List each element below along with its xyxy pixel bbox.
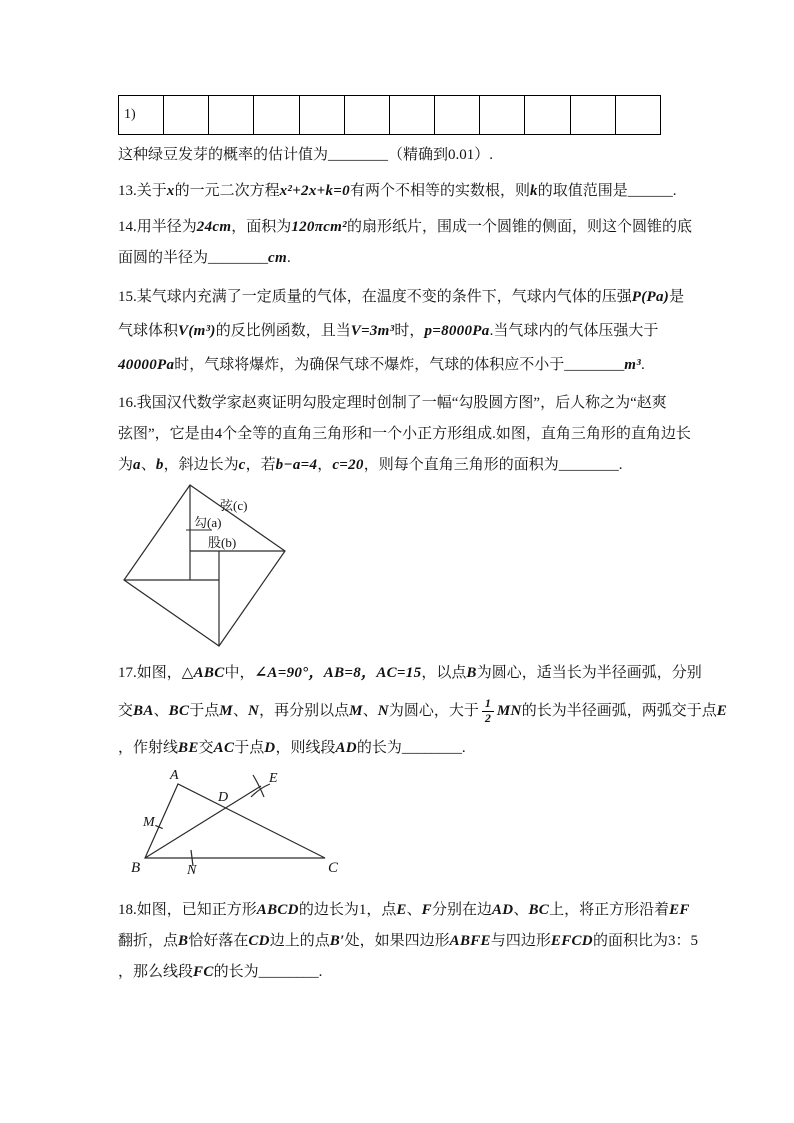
label-A: A (170, 768, 179, 783)
text-line (118, 212, 692, 243)
table-cell (615, 96, 660, 135)
table-cell (480, 96, 525, 135)
text-segment: 这种绿豆发芽的概率的估计值为________（精确到0.01）. (118, 147, 494, 163)
math-segment: 40000Pa (118, 357, 175, 373)
text-segment: 的面积比为3：5 (592, 933, 698, 949)
text-segment: ，则每个直角三角形的面积为________. (363, 457, 623, 473)
math-segment: AD (335, 740, 357, 756)
text-segment: 弦图”，它是由4个全等的直角三角形和一个小正方形组成.如图，直角三角形的直角边长 (118, 426, 691, 442)
label-D: D (218, 790, 229, 805)
label-C: C (328, 860, 339, 876)
math-segment: F (421, 902, 432, 918)
text-segment: ，斜边长为 (163, 457, 239, 473)
question-18 (118, 895, 698, 988)
table-cell-label: 1) (119, 96, 164, 135)
math-segment: k (529, 183, 538, 199)
text-segment: 交 (198, 740, 214, 756)
text-segment: 的边长为1，点 (298, 902, 397, 918)
math-segment: M (349, 703, 363, 719)
text-line (118, 733, 680, 764)
text-segment: 、 (406, 902, 422, 918)
text-segment: 与四边形 (490, 933, 551, 949)
math-segment: N (377, 703, 389, 719)
text-segment: 18.如图，已知正方形 (118, 902, 257, 918)
text-line (118, 658, 702, 689)
question-14 (118, 212, 692, 274)
text-segment: 的反比例函数，且当 (215, 323, 351, 339)
text-segment: 为 (118, 457, 134, 473)
math-segment: B′ (329, 933, 345, 949)
text-segment: 中， (224, 665, 255, 681)
math-segment: FC (193, 964, 214, 980)
text-segment: . (641, 357, 645, 373)
math-segment: b (155, 457, 164, 473)
math-segment: c (238, 457, 246, 473)
text-line (118, 314, 680, 348)
fraction (482, 697, 494, 726)
math-segment: D (264, 740, 276, 756)
text-segment: 的长为________. (213, 964, 323, 980)
document-content (118, 95, 728, 988)
text-segment: 16.我国汉代数学家赵爽证明勾股定理时创制了一幅“勾股圆方图”，后人称之为“赵爽 (118, 395, 667, 411)
text-segment: 、 (140, 457, 156, 473)
math-segment: x²+2x+k=0 (279, 183, 350, 199)
text-segment: ，以点 (421, 665, 467, 681)
text-segment: 有两个不相等的实数根，则 (349, 183, 530, 199)
label-xian-c: 弦(c) (220, 498, 248, 513)
math-segment: AC (213, 740, 235, 756)
text-segment: 的长为半径画弧，两弧交于点 (521, 703, 717, 719)
text-segment: 为圆心，大于 (388, 703, 479, 719)
table-cell (299, 96, 344, 135)
math-segment: AD (492, 902, 514, 918)
text-segment: 、 (513, 902, 529, 918)
table-cell (525, 96, 570, 135)
label-N: N (187, 863, 197, 876)
math-segment: E (396, 902, 407, 918)
text-segment: 的长为________. (356, 740, 466, 756)
math-segment: p=8000Pa (424, 323, 490, 339)
text-segment: ，面积为 (231, 219, 292, 235)
text-line (118, 419, 691, 450)
table-cell (209, 96, 254, 135)
math-segment: V(m³) (178, 323, 216, 339)
text-segment: 、 (153, 703, 169, 719)
math-segment: c=20 (332, 457, 364, 473)
text-segment: ，则线段 (275, 740, 336, 756)
figure-q17 (130, 766, 680, 881)
question-15 (118, 280, 685, 382)
text-segment: 气球体积 (118, 323, 179, 339)
math-segment: △ABC (181, 665, 225, 681)
text-segment: 为圆心，适当长为半径画弧，分别 (476, 665, 702, 681)
math-segment: CD (248, 933, 270, 949)
question-17 (118, 658, 728, 764)
text-segment: 17.如图， (118, 665, 182, 681)
text-segment: 、 (232, 703, 248, 719)
math-segment: BA (133, 703, 154, 719)
math-segment: BE (178, 740, 199, 756)
text-segment: 边上的点 (269, 933, 330, 949)
question-16 (118, 388, 691, 481)
text-line (118, 895, 690, 926)
text-segment: 时， (394, 323, 425, 339)
text-segment: ，作射线 (118, 740, 179, 756)
label-B: B (131, 860, 141, 876)
fraction-denominator: 2 (484, 711, 491, 726)
text-segment: 的取值范围是______. (537, 183, 677, 199)
text-line (118, 450, 680, 481)
text-line (118, 388, 680, 419)
math-segment: P(Pa) (631, 289, 670, 305)
math-segment: ABCD (256, 902, 299, 918)
text-line (118, 689, 728, 733)
text-segment: 15.某气球内充满了一定质量的气体，在温度不变的条件下，气球内气体的压强 (118, 289, 632, 305)
text-segment: 的一元二次方程 (174, 183, 280, 199)
text-segment: . (286, 250, 291, 266)
text-line (118, 140, 680, 171)
text-segment: 交 (118, 703, 134, 719)
text-line (118, 348, 680, 382)
math-segment: EFCD (550, 933, 593, 949)
math-segment: a (133, 457, 141, 473)
text-line (118, 243, 680, 274)
text-segment: 处，如果四边形 (344, 933, 450, 949)
outer-square (124, 485, 285, 646)
question-13 (118, 176, 680, 207)
text-segment: 恰好落在 (188, 933, 249, 949)
math-segment: x (166, 183, 175, 199)
text-line (118, 926, 698, 957)
math-segment: b−a=4 (275, 457, 318, 473)
figure-q16 (120, 483, 680, 654)
fraction-numerator: 1 (482, 697, 494, 712)
text-segment: ， (317, 457, 333, 473)
germination-table (118, 95, 661, 135)
text-segment: 、 (362, 703, 378, 719)
math-segment: BC (168, 703, 190, 719)
text-segment: 分别在边 (431, 902, 492, 918)
math-segment: m³ (624, 357, 642, 373)
math-segment: ABFE (449, 933, 491, 949)
text-segment: 翻折，点 (118, 933, 179, 949)
math-segment: N (247, 703, 260, 719)
text-segment: .当气球内的气体压强大于 (489, 323, 659, 339)
math-segment: cm (268, 250, 287, 266)
math-segment: 120πcm² (291, 219, 347, 235)
text-segment: 于点 (234, 740, 265, 756)
label-gou-a: 勾(a) (194, 515, 222, 530)
triangle-construction-diagram (130, 766, 342, 876)
math-segment: EF (669, 902, 690, 918)
text-segment: 时，气球将爆炸，为确保气球不爆炸，气球的体积应不小于________ (174, 357, 625, 373)
text-segment: 14.用半径为 (118, 219, 197, 235)
intro-paragraph (118, 140, 680, 171)
math-segment: ∠A=90°，AB=8，AC=15 (254, 665, 422, 681)
math-segment: BC (528, 902, 550, 918)
table-cell (570, 96, 615, 135)
math-segment: 24cm (196, 219, 232, 235)
table-cell (164, 96, 209, 135)
triangle-ABC (145, 784, 325, 858)
text-segment: 上，将正方形沿着 (549, 902, 670, 918)
math-segment: MN (496, 703, 522, 719)
math-segment: B (466, 665, 477, 681)
text-segment: ，若 (245, 457, 276, 473)
text-segment: 于点 (189, 703, 220, 719)
math-segment: M (219, 703, 233, 719)
table-cell (389, 96, 434, 135)
zhaoshuang-diagram (120, 483, 290, 649)
label-M: M (143, 815, 155, 830)
math-segment: E (716, 703, 728, 719)
label-E: E (269, 771, 278, 786)
table-cell (435, 96, 480, 135)
table-cell (254, 96, 299, 135)
math-segment: V=3m³ (350, 323, 395, 339)
label-gu-b: 股(b) (208, 535, 237, 550)
text-segment: 是 (669, 289, 685, 305)
table-cell (344, 96, 389, 135)
text-line (118, 280, 685, 314)
text-line (118, 176, 680, 207)
text-line (118, 957, 680, 988)
table-row (119, 96, 661, 135)
text-segment: 的扇形纸片，围成一个圆锥的侧面，则这个圆锥的底 (346, 219, 692, 235)
text-segment: 13.关于 (118, 183, 167, 199)
math-segment: B (178, 933, 189, 949)
text-segment: ，那么线段 (118, 964, 194, 980)
text-segment: ，再分别以点 (259, 703, 350, 719)
text-segment: 面圆的半径为________ (118, 250, 269, 266)
